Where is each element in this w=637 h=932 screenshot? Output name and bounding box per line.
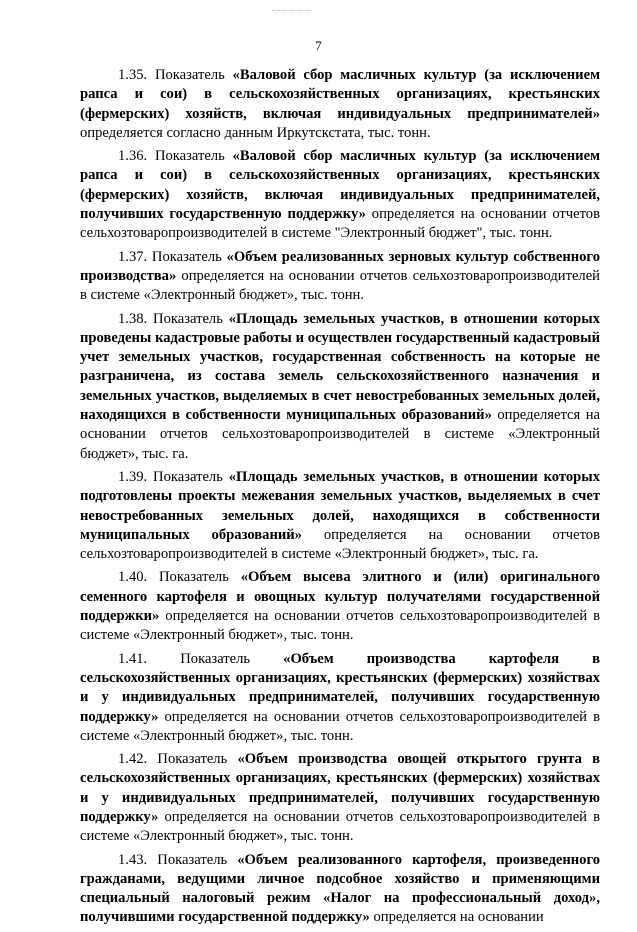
paragraph-1-38: [80, 310, 600, 464]
page-number: 7: [315, 38, 322, 53]
lead-text: Показатель: [147, 148, 233, 165]
paragraph-1-40: [80, 568, 600, 645]
tail-text: определяется согласно данным Иркутскстата, тыс. тонн.: [80, 124, 431, 141]
tail-text: определяется на основании: [369, 909, 544, 926]
paragraph-1-36: [80, 147, 600, 243]
indicator-title: «Валовой сбор масличных культур (за исключением рапса и сои) в сельскохозяйственных организациях, крестьянских (фермерских) хозяйств, включая индивидуальных предпринимателей, получивших государственную поддержку»: [80, 148, 601, 223]
paragraph-1-39: [80, 468, 600, 564]
item-number: 1.40.: [118, 569, 148, 586]
indicator-title: «Объем реализованных зерновых культур собственного производства»: [80, 248, 600, 284]
tail-text: определяется на основании отчетов сельхозтоваропроизводителей в системе «Электронный бюджет», тыс. тонн.: [80, 708, 600, 744]
lead-text: Показатель: [147, 248, 227, 265]
lead-text: Показатель: [147, 67, 233, 83]
item-number: 1.35.: [118, 67, 148, 83]
paragraph-1-42: [80, 750, 600, 846]
indicator-title: «Объем производства картофеля в сельскохозяйственных организациях, крестьянских (фермерских) хозяйствах и у индивидуальных предпринимателей, получивших государственную поддержку»: [80, 650, 600, 725]
indicator-title: «Валовой сбор масличных культур (за исключением рапса и сои) в сельскохозяйственных организациях, крестьянских (фермерских) хозяйств, включая индивидуальных предпринимателей»: [80, 67, 601, 122]
indicator-title: «Площадь земельных участков, в отношении которых подготовлены проекты межевания земельных участков, выделяемых в счет невостребованных земельных долей, находящихся в собственности муниципальных образований»: [80, 468, 600, 543]
item-number: 1.41.: [118, 650, 148, 667]
item-number: 1.42.: [118, 751, 148, 768]
tail-text: определяется на основании отчетов сельхозтоваропроизводителей в системе «Электронный бюджет», тыс. га.: [80, 526, 600, 563]
tail-text: определяется на основании отчетов сельхозтоваропроизводителей в системе "Электронный бюджет", тыс. тонн.: [80, 206, 600, 242]
indicator-title: «Объем высева элитного и (или) оригинального семенного картофеля и овощных культур получателями государственной поддержки»: [80, 569, 600, 625]
paragraph-1-35: [80, 66, 600, 143]
lead-text: Показатель: [147, 310, 229, 327]
item-number: 1.43.: [118, 851, 148, 868]
tail-text: определяется на основании отчетов сельхозтоваропроизводителей в системе «Электронный бюджет», тыс. тонн.: [80, 267, 600, 304]
lead-text: Показатель: [147, 751, 238, 768]
tail-text: определяется на основании отчетов сельхозтоваропроизводителей в системе «Электронный бюджет», тыс. тонн.: [80, 808, 600, 845]
indicator-title: «Объем производства овощей открытого грунта в сельскохозяйственных организациях, крестьянских (фермерских) хозяйствах и у индивидуальных предпринимателей, получивших государственную поддержку»: [80, 751, 600, 825]
indicator-title: «Площадь земельных участков, в отношении которых проведены кадастровые работы и осуществлен государственный кадастровый учет земельных участков, государственная собственность на которые не разграничена, из состава земель сельскохозяйственного назначения и земельных участков, выделяемых в счет невостребованных земельных долей, находящихся в собственности муниципальных образований»: [80, 310, 600, 424]
lead-text: Показатель: [147, 468, 229, 485]
document-body: [80, 66, 600, 932]
lead-text: Показатель: [147, 650, 284, 667]
lead-text: Показатель: [147, 851, 238, 868]
scan-artifact: [272, 10, 312, 13]
paragraph-1-43: [80, 851, 600, 928]
lead-text: Показатель: [147, 569, 241, 586]
item-number: 1.37.: [118, 248, 148, 265]
item-number: 1.39.: [118, 468, 148, 485]
tail-text: определяется на основании отчетов сельхозтоваропроизводителей в системе «Электронный бюджет», тыс. га.: [80, 407, 600, 462]
item-number: 1.38.: [118, 310, 148, 327]
tail-text: определяется на основании отчетов сельхозтоваропроизводителей в системе «Электронный бюджет», тыс. тонн.: [80, 608, 600, 644]
indicator-title: «Объем реализованного картофеля, произведенного гражданами, ведущими личное подсобное хозяйство и применяющими специальный налоговый режим «Налог на профессиональный доход», получившими государственной поддержку»: [80, 851, 600, 926]
item-number: 1.36.: [118, 148, 148, 165]
paragraph-1-41: [80, 650, 600, 746]
paragraph-1-37: [80, 248, 600, 306]
